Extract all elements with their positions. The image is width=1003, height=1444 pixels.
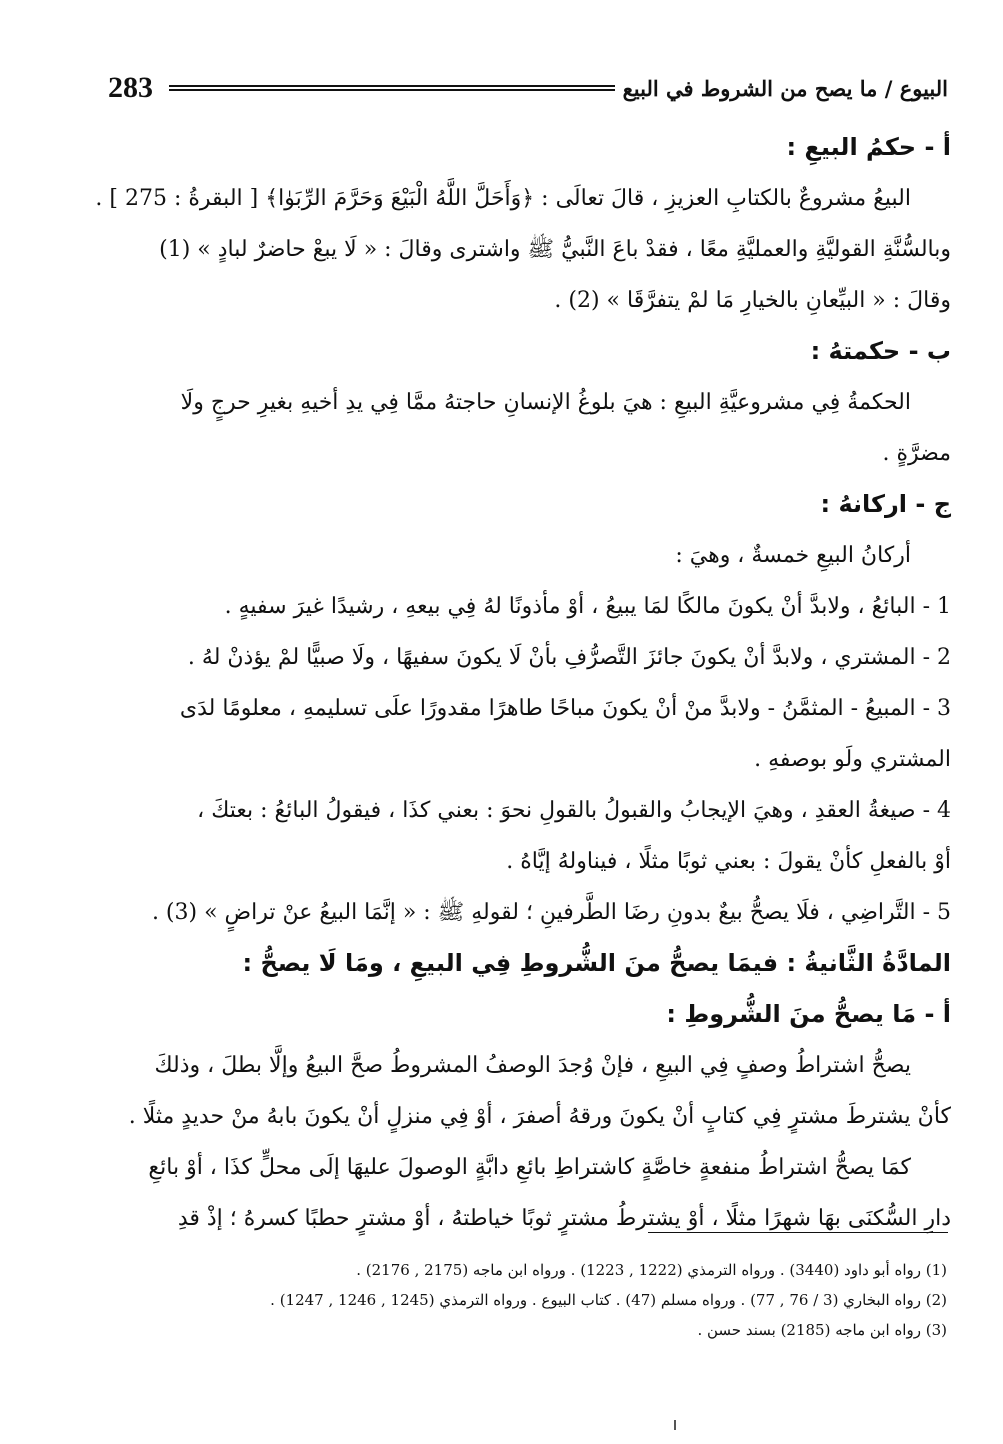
list-item: 1 - البائعُ ، ولابدَّ أنْ يكونَ مالكًا لمَا يبيعُ ، أوْ مأذونًا لهُ فِي بيعهِ ، رشيدًا غيرَ سفيهٍ . xyxy=(224,594,951,619)
section-heading-ruling: أ - حكمُ البيعِ : xyxy=(786,133,951,161)
list-item-continuation: أوْ بالفعلِ كأنْ يقولَ : بعني ثوبًا مثلًا ، فيناولهُ إيَّاهُ . xyxy=(506,849,951,874)
paragraph-line: مضرَّةٍ . xyxy=(882,441,951,466)
paragraph-line: كأنْ يشترطَ مشترٍ فِي كتابٍ أنْ يكونَ ورقهُ أصفرَ ، أوْ فِي منزلٍ أنْ يكونَ بابهُ منْ حديدٍ مثلًا . xyxy=(128,1104,951,1129)
list-item: 5 - التَّراضِي ، فلَا يصحُّ بيعٌ بدونِ رضَا الطَّرفينِ ؛ لقولهِ ﷺ : « إنَّمَا البيعُ عنْ تراضٍ » (3) . xyxy=(151,900,951,925)
paragraph-line: دارِ السُّكنَى بهَا شهرًا مثلًا ، أوْ يشترطُ مشترٍ ثوبًا خياطتهُ ، أوْ مشترٍ حطبًا كسرهُ ؛ إذْ قدِ xyxy=(177,1206,951,1231)
section-heading-pillars: ج - اركانهُ : xyxy=(820,490,951,518)
paragraph-line: وقالَ : « البيِّعانِ بالخيارِ مَا لمْ يتفرَّقَا » (2) . xyxy=(554,288,951,313)
paragraph-line: الحكمةُ فِي مشروعيَّةِ البيعِ : هيَ بلوغُ الإنسانِ حاجتهُ ممَّا فِي يدِ أخيهِ بغيرِ حرجٍ ولَا xyxy=(180,390,911,415)
body-text xyxy=(95,122,951,1244)
section-heading-wisdom: ب - حكمتهُ : xyxy=(810,337,951,365)
list-item: 2 - المشتري ، ولابدَّ أنْ يكونَ جائزَ التَّصرُّفِ بأنْ لَا يكونَ سفيهًا ، ولَا صبيًّا لمْ يؤذنْ لهُ . xyxy=(187,645,951,670)
header-rule xyxy=(169,85,615,91)
section-heading-valid-conditions: أ - مَا يصحُّ منَ الشُّروطِ : xyxy=(666,1000,951,1028)
paragraph-line: أركانُ البيعِ خمسةٌ ، وهيَ : xyxy=(675,543,911,568)
paragraph-line: يصحُّ اشتراطُ وصفٍ فِي البيعِ ، فإنْ وُجدَ الوصفُ المشروطُ صحَّ البيعُ وإلَّا بطلَ ، وذلكَ xyxy=(154,1053,911,1078)
footnote: (1) رواه أبو داود (3440) . ورواه الترمذي (1222 , 1223) . ورواه ابن ماجه (2175 , 2176) . xyxy=(356,1261,947,1279)
footnotes xyxy=(140,1255,947,1345)
page-number: 283 xyxy=(108,71,153,104)
paragraph-line: كمَا يصحُّ اشتراطُ منفعةٍ خاصَّةٍ كاشتراطِ بائعِ دابَّةٍ الوصولَ عليهَا إلَى محلٍّ كذَا ، أوْ بائعِ xyxy=(148,1155,911,1180)
list-item-continuation: المشتري ولَو بوصفهِ . xyxy=(754,747,951,772)
paragraph-line: وبالسُّنَّةِ القوليَّةِ والعمليَّةِ معًا ، فقدْ باعَ النَّبيُّ ﷺ واشترى وقالَ : « لَا يبعْ حاضرٌ لبادٍ » (1) xyxy=(159,237,951,262)
footnote-separator xyxy=(648,1232,948,1233)
paragraph-line: البيعُ مشروعٌ بالكتابِ العزيزِ ، قالَ تعالَى : ﴿وَأَحَلَّ اللَّهُ الْبَيْعَ وَحَرَّمَ الرِّبَوٰا﴾ [ البقرةُ : 275 ] . xyxy=(95,186,911,211)
print-mark xyxy=(674,1420,676,1430)
list-item: 3 - المبيعُ - المثمَّنُ - ولابدَّ منْ أنْ يكونَ مباحًا طاهرًا مقدورًا علَى تسليمهِ ، معلومًا لدَى xyxy=(179,696,951,721)
running-title: البيوع / ما يصح من الشروط في البيع xyxy=(622,75,948,101)
footnote: (3) رواه ابن ماجه (2185) بسند حسن . xyxy=(697,1321,947,1339)
list-item: 4 - صيغةُ العقدِ ، وهيَ الإيجابُ والقبولُ بالقولِ نحوَ : بعني كذَا ، فيقولُ البائعُ : بعتكَ ، xyxy=(197,798,951,823)
page-header xyxy=(108,70,948,106)
article-heading: المادَّةُ الثَّانيةُ : فيمَا يصحُّ منَ الشُّروطِ فِي البيعِ ، ومَا لَا يصحُّ : xyxy=(242,949,951,977)
footnote: (2) رواه البخاري (3 / 76 , 77) . ورواه مسلم (47) . كتاب البيوع . ورواه الترمذي (1245 , 1246 , 1247) . xyxy=(270,1291,947,1309)
